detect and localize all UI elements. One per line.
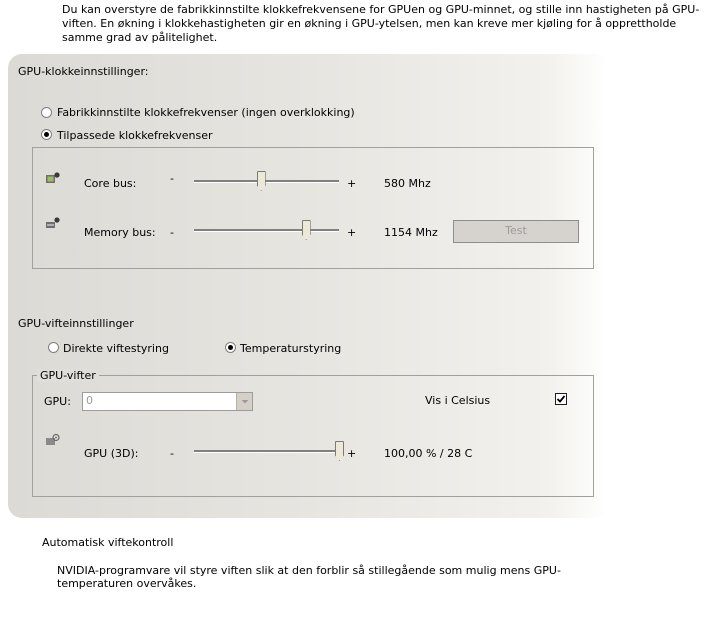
memory-bus-slider-track[interactable] (194, 229, 339, 232)
gpu-select-dropdown-button[interactable] (236, 393, 252, 410)
checkmark-icon (556, 394, 566, 404)
memory-bus-value: 1154 Mhz (384, 226, 438, 239)
core-bus-plus: + (347, 177, 357, 190)
clock-settings-heading: GPU-klokkeinnstillinger: (18, 65, 149, 78)
factory-clock-radio[interactable] (41, 107, 52, 118)
gpu3d-label: GPU (3D): (84, 447, 139, 460)
chevron-down-icon (237, 393, 253, 410)
memory-chip-icon (45, 216, 59, 228)
celsius-checkbox[interactable] (555, 393, 567, 405)
custom-clock-label[interactable]: Tilpassede klokkefrekvenser (57, 129, 213, 142)
core-bus-minus: - (170, 172, 174, 185)
test-button[interactable]: Test (453, 220, 579, 243)
temperature-control-radio[interactable] (225, 342, 236, 353)
core-bus-slider-track[interactable] (194, 180, 339, 183)
celsius-label: Vis i Celsius (425, 394, 491, 407)
temperature-control-label[interactable]: Temperaturstyring (240, 342, 342, 355)
direct-fan-radio[interactable] (48, 342, 59, 353)
gpu3d-value: 100,00 % / 28 C (384, 447, 473, 460)
gpu3d-plus: + (347, 447, 357, 460)
gpu3d-minus: - (170, 447, 174, 460)
gpu3d-slider-track[interactable] (194, 450, 339, 453)
fan-icon (45, 433, 59, 445)
core-bus-value: 580 Mhz (384, 177, 431, 190)
auto-fan-heading: Automatisk viftekontroll (42, 536, 174, 549)
clock-group-box (32, 147, 594, 269)
core-bus-label: Core bus: (84, 177, 137, 190)
fan-settings-heading: GPU-vifteinnstillinger (18, 317, 134, 330)
memory-bus-plus: + (347, 226, 357, 239)
direct-fan-label[interactable]: Direkte viftestyring (63, 342, 169, 355)
intro-text: Du kan overstyre de fabrikkinnstilte klokkefrekvensene for GPUen og GPU-minnet, og stille inn hastigheten på GPU-viften. En økning i klokkehastigheten gir en økning i GPU-ytelsen, men kan kreve mer kjøling for å opprettholde samme grad av pålitelighet. (62, 3, 700, 44)
memory-bus-minus: - (170, 226, 174, 239)
gpu-select[interactable] (82, 392, 253, 411)
memory-bus-label: Memory bus: (84, 226, 156, 239)
fan-group-title: GPU-vifter (37, 369, 99, 382)
custom-clock-radio[interactable] (41, 129, 52, 140)
gpu-select-value: 0 (86, 394, 93, 407)
gpu-chip-icon (45, 171, 59, 183)
gpu-select-label: GPU: (44, 395, 71, 408)
auto-fan-text: NVIDIA-programvare vil styre viften slik at den forblir så stillegående som mulig mens GPU-temperaturen overvåkes. (57, 564, 561, 590)
factory-clock-label[interactable]: Fabrikkinnstilte klokkefrekvenser (ingen overklokking) (57, 106, 355, 119)
